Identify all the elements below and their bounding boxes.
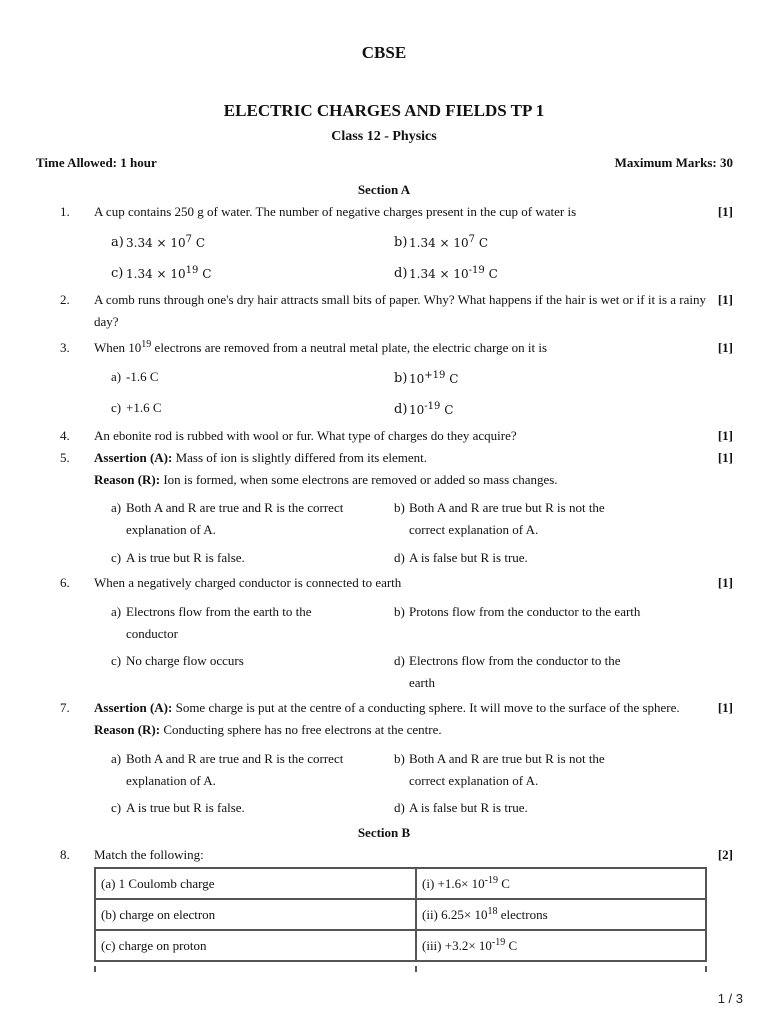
question-text: An ebonite rod is rubbed with wool or fur. What type of charges do they acquire? (94, 428, 517, 443)
assertion-label: Assertion (A): (94, 700, 173, 715)
question-marks: [1] (717, 575, 733, 590)
question-text: A cup contains 250 g of water. The number of negative charges present in the cup of water is (94, 204, 577, 219)
time-allowed: Time Allowed: 1 hour (36, 155, 157, 170)
question-marks: [1] (717, 292, 733, 307)
reason-text: Ion is formed, when some electrons are removed or added so mass changes. (160, 472, 558, 487)
board-name: CBSE (361, 43, 407, 62)
question-marks: [2] (717, 847, 733, 862)
question-marks: [1] (717, 428, 733, 443)
reason-label: Reason (R): (94, 722, 161, 737)
match-right-cell: (ii) $6.25\times 10^{18}$ electrons (416, 899, 706, 930)
question-number: 4. (60, 428, 70, 443)
table-row (95, 899, 706, 930)
assertion-label: Assertion (A): (94, 450, 173, 465)
question-marks: [1] (717, 204, 733, 219)
paper-title: ELECTRIC CHARGES AND FIELDS TP 1 (223, 101, 545, 120)
question-number: 1. (60, 204, 70, 219)
option-b: b) $10^{+19}$ C (394, 370, 459, 386)
question-number: 2. (60, 292, 70, 307)
option-b: b) Protons flow from the conductor to the earth (394, 604, 641, 619)
question-text: When $10^{19}$ electrons are removed from a neutral metal plate, the electric charge on it is (94, 339, 548, 355)
match-left-cell: (a) 1 Coulomb charge (95, 868, 416, 899)
exam-meta (36, 155, 733, 171)
option-a: a) Electrons flow from the earth to the conductor (111, 604, 312, 641)
maximum-marks: Maximum Marks: 30 (614, 155, 733, 170)
assertion-text: Mass of ion is slightly differed from its element. (172, 450, 428, 465)
option-a: a) $3.34 \times 10^7$ C (111, 234, 206, 250)
question-marks: [1] (717, 700, 733, 715)
option-c: c) $1.34 \times 10^{19}$ C (111, 265, 212, 281)
option-d: d) $1.34 \times 10^{-19}$ C (394, 265, 498, 281)
section-a-heading: Section A (357, 182, 411, 197)
match-table (94, 867, 707, 962)
question-number: 8. (60, 847, 70, 862)
option-c: c) No charge flow occurs (111, 653, 244, 668)
option-a: a) Both A and R are true and R is the correct explanation of A. (111, 751, 344, 788)
table-border-continuation (705, 966, 707, 972)
reason-label: Reason (R): (94, 472, 161, 487)
option-b: b) Both A and R are true but R is not the correct explanation of A. (394, 500, 605, 537)
match-right-cell: $(i) +1.6\times 10^{-19}$ C (416, 868, 706, 899)
option-a: a) -1.6 C (111, 369, 159, 384)
question-marks: [1] (717, 450, 733, 465)
assertion-text: Some charge is put at the centre of a conducting sphere. It will move to the surface of the sphere. (172, 700, 680, 715)
option-b: b) Both A and R are true but R is not the correct explanation of A. (394, 751, 605, 788)
question-text: When a negatively charged conductor is connected to earth (94, 575, 402, 590)
paper-subtitle: Class 12 - Physics (331, 129, 437, 144)
table-border-continuation (94, 966, 96, 972)
table-row (95, 868, 706, 899)
question-marks: [1] (717, 340, 733, 355)
question-number: 5. (60, 450, 70, 465)
option-c: c) A is true but R is false. (111, 550, 245, 565)
question-text: A comb runs through one's dry hair attracts small bits of paper. Why? What happens if the hair is wet or if it is a rainy day? (94, 292, 706, 329)
option-a: a) Both A and R are true and R is the correct explanation of A. (111, 500, 344, 537)
question-number: 3. (60, 340, 70, 355)
section-b-heading: Section B (357, 825, 411, 840)
match-left-cell: (c) charge on proton (95, 930, 416, 961)
table-row (95, 930, 706, 961)
question-text (94, 697, 708, 741)
option-b: b) $1.34 \times 10^7$ C (394, 234, 489, 250)
question-number: 7. (60, 700, 70, 715)
question-number: 6. (60, 575, 70, 590)
option-d: d) A is false but R is true. (394, 800, 528, 815)
option-d: d) Electrons flow from the conductor to the earth (394, 653, 621, 690)
option-d: d) A is false but R is true. (394, 550, 528, 565)
question-text: Match the following: (94, 847, 204, 862)
reason-text: Conducting sphere has no free electrons at the centre. (160, 722, 442, 737)
table-border-continuation (415, 966, 417, 972)
question-text (94, 447, 708, 491)
page-number: 1 / 3 (717, 991, 743, 1006)
option-d: d) $10^{-19}$ C (394, 401, 454, 417)
option-c: c) +1.6 C (111, 400, 162, 415)
match-left-cell: (b) charge on electron (95, 899, 416, 930)
option-c: c) A is true but R is false. (111, 800, 245, 815)
match-right-cell: $(iii) +3.2\times 10^{-19}$ C (416, 930, 706, 961)
